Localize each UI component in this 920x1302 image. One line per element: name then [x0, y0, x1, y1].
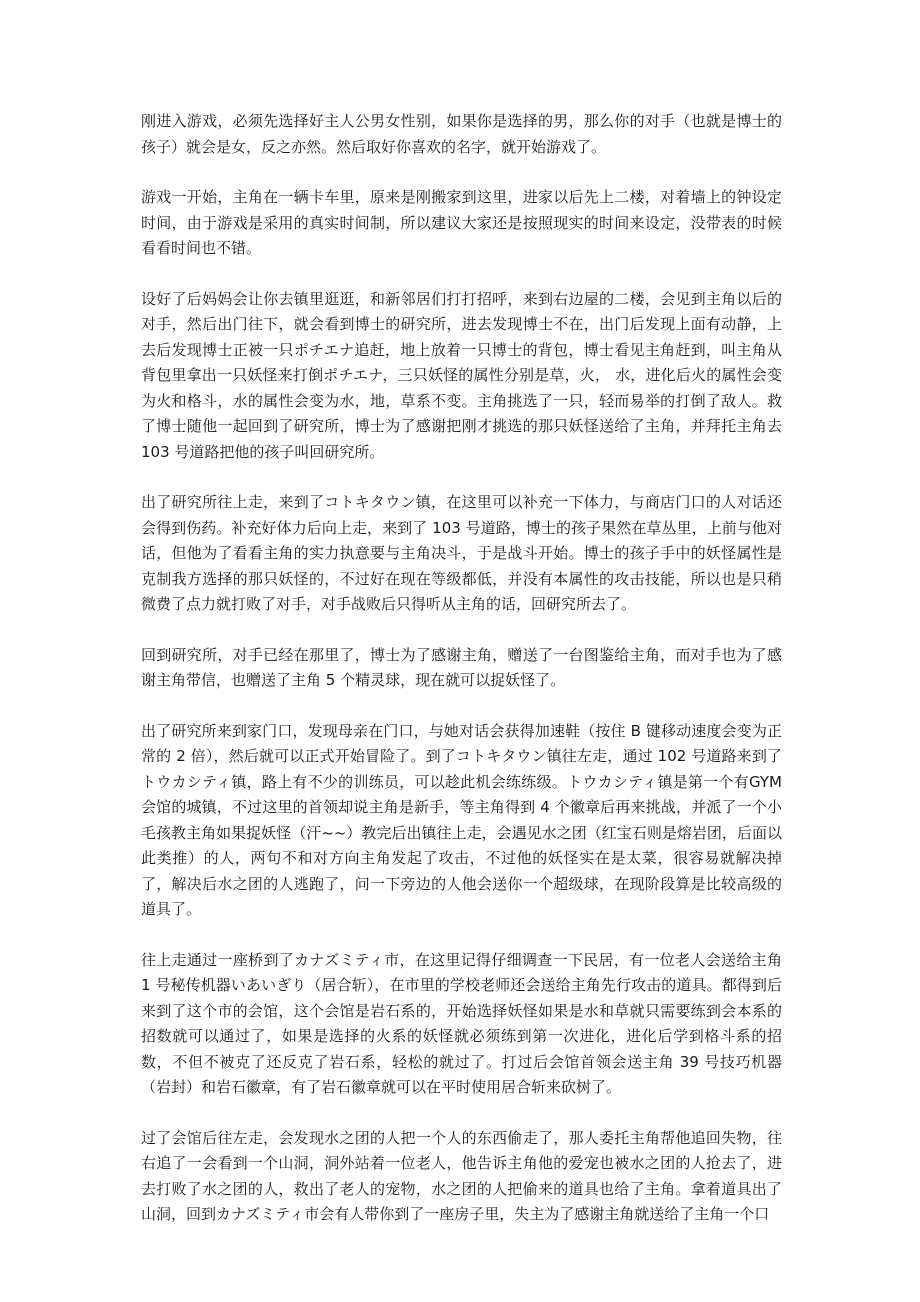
paragraph-4: 出了研究所往上走，来到了コトキタウン镇，在这里可以补充一下体力，与商店门口的人对话还会得到伤药。补充好体力后向上走，来到了 103 号道路，博士的孩子果然在草丛里，上前与他对话，但他为了看看主角的实力执意要与主角决斗，于是战斗开始。博士的孩子手中的妖怪属性是克制我方选择的那只妖怪的，不过好在现在等级都低，并没有本属性的攻击技能，所以也是只稍微费了点力就打败了对手，对手战败后只得听从主角的话，回研究所去了。 [141, 493, 782, 613]
document-page [141, 109, 782, 1253]
paragraph-3: 设好了后妈妈会让你去镇里逛逛，和新邻居们打打招呼，来到右边屋的二楼，会见到主角以后的对手，然后出门往下，就会看到博士的研究所，进去发现博士不在，出门后发现上面有动静，上去后发现博士正被一只ポチエナ追赶，地上放着一只博士的背包，博士看见主角赶到，叫主角从背包里拿出一只妖怪来打倒ポチエナ，三只妖怪的属性分别是草，火， 水，进化后火的属性会变为火和格斗，水的属性会变为水，地，草系不变。主角挑选了一只，轻而易举的打倒了敌人。救了博士随他一起回到了研究所，博士为了感谢把刚才挑选的那只妖怪送给了主角，并拜托主角去 103 号道路把他的孩子叫回研究所。 [141, 289, 782, 461]
paragraph-1: 刚进入游戏，必须先选择好主人公男女性别，如果你是选择的男，那么你的对手（也就是博士的孩子）就会是女，反之亦然。然后取好你喜欢的名字，就开始游戏了。 [141, 112, 782, 156]
paragraph-6: 出了研究所来到家门口，发现母亲在门口，与她对话会获得加速鞋（按住 B 键移动速度会变为正常的 2 倍），然后就可以正式开始冒险了。到了コトキタウン镇往左走，通过 102 号道路来到了トウカシティ镇，路上有不少的训练员，可以趁此机会练练级。トウカシティ镇是第一个有GYM 会馆的城镇，不过这里的首领却说主角是新手，等主角得到 4 个徽章后再来挑战，并派了一个小毛孩教主角如果捉妖怪（汗~~）教完后出镇往上走，会遇见水之团（红宝石则是熔岩团，后面以此类推）的人，两句不和对方向主角发起了攻击，不过他的妖怪实在是太菜，很容易就解决掉了，解决后水之团的人逃跑了，问一下旁边的人他会送你一个超级球，在现阶段算是比较高级的道具了。 [141, 721, 782, 918]
paragraph-2: 游戏一开始，主角在一辆卡车里，原来是刚搬家到这里，进家以后先上二楼，对着墙上的钟设定时间，由于游戏是采用的真实时间制，所以建议大家还是按照现实的时间来设定，没带表的时候看看时间也不错。 [141, 188, 782, 257]
paragraph-7: 往上走通过一座桥到了カナズミティ市，在这里记得仔细调查一下民居，有一位老人会送给主角 1 号秘传机器いあいぎり（居合斩），在市里的学校老师还会送给主角先行攻击的道具。都得到后来到了这个市的会馆，这个会馆是岩石系的，开始选择妖怪如果是水和草就只需要练到会本系的招数就可以通过了，如果是选择的火系的妖怪就必须练到第一次进化，进化后学到格斗系的招数，不但不被克了还反克了岩石系，轻松的就过了。打过后会馆首领会送主角 39 号技巧机器（岩封）和岩石徽章，有了岩石徽章就可以在平时使用居合斩来砍树了。 [141, 950, 782, 1096]
paragraph-8: 过了会馆后往左走，会发现水之团的人把一个人的东西偷走了，那人委托主角帮他追回失物，往右追了一会看到一个山洞，洞外站着一位老人，他告诉主角他的爱宠也被水之团的人抢去了，进去打败了水之团的人，救出了老人的宠物，水之团的人把偷来的道具也给了主角。拿着道具出了山洞，回到カナズミティ市会有人带你到了一座房子里，失主为了感谢主角就送给了主角一个口 [141, 1128, 782, 1223]
paragraph-5: 回到研究所，对手已经在那里了，博士为了感谢主角，赠送了一台图鉴给主角，而对手也为了感谢主角带信，也赠送了主角 5 个精灵球，现在就可以捉妖怪了。 [141, 645, 782, 689]
